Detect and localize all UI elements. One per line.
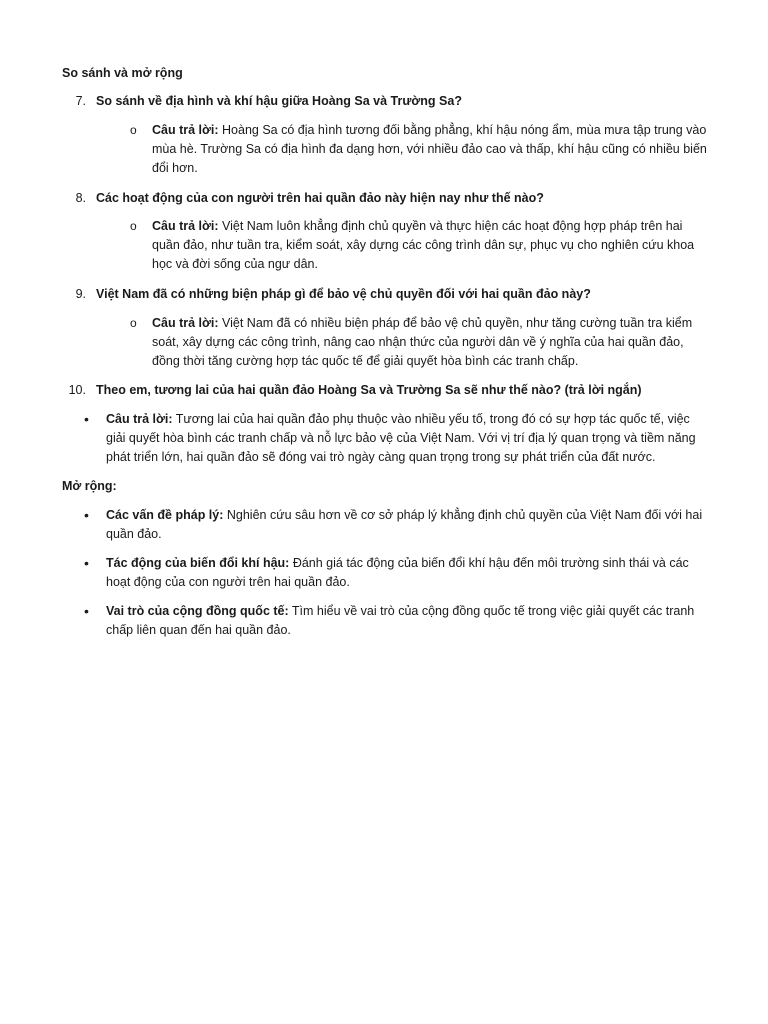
question-text: Việt Nam đã có những biện pháp gì để bảo vệ chủ quyền đối với hai quần đảo này? xyxy=(96,287,591,301)
question-item-8 xyxy=(60,189,544,208)
answer-body: Tương lai của hai quần đảo phụ thuộc vào nhiều yếu tố, trong đó có sự hợp tác quốc tế, việc giải quyết hòa bình các tranh chấp và nỗ lực bảo vệ của Việt Nam. Với vị trí địa lý quan trọng và tiềm năng phát triển lớn, hai quần đảo sẽ đóng vai trò ngày càng quan trọng trong sự phát triển của đất nước. xyxy=(106,412,696,464)
extension-label: Vai trò của cộng đồng quốc tế: xyxy=(106,604,289,618)
bullet-marker: • xyxy=(84,507,89,523)
answer-item-7 xyxy=(130,121,707,178)
extension-title: Mở rộng: xyxy=(62,479,117,493)
extension-body: Đánh giá tác động của biến đổi khí hậu đến môi trường sinh thái và các hoạt động của con người trên hai quần đảo. xyxy=(106,556,689,589)
answer-item-8 xyxy=(130,217,707,274)
extension-text xyxy=(106,554,706,592)
question-text: Theo em, tương lai của hai quần đảo Hoàng Sa và Trường Sa sẽ như thế nào? (trả lời ngắn) xyxy=(96,383,642,397)
question-item-7 xyxy=(60,92,462,111)
extension-item-legal xyxy=(84,506,706,544)
question-number: 9. xyxy=(75,287,86,301)
section-title: So sánh và mở rộng xyxy=(62,66,183,80)
answer-label: Câu trả lời: xyxy=(152,316,219,330)
extension-text xyxy=(106,602,706,640)
sub-bullet-marker: o xyxy=(130,316,137,330)
extension-label: Tác động của biến đổi khí hậu: xyxy=(106,556,290,570)
question-number: 8. xyxy=(75,191,86,205)
sub-bullet-marker: o xyxy=(130,219,137,233)
bullet-marker: • xyxy=(84,555,89,571)
question-number: 10. xyxy=(68,383,86,397)
answer-item-9 xyxy=(130,314,707,371)
extension-item-international xyxy=(84,602,706,640)
question-item-10 xyxy=(60,381,642,400)
extension-label: Các vấn đề pháp lý: xyxy=(106,508,224,522)
sub-bullet-marker: o xyxy=(130,123,137,137)
extension-item-climate xyxy=(84,554,706,592)
extension-body: Nghiên cứu sâu hơn về cơ sở pháp lý khẳng định chủ quyền của Việt Nam đối với hai quần đảo. xyxy=(106,508,703,541)
extension-body: Tìm hiểu về vai trò của cộng đồng quốc tế trong việc giải quyết các tranh chấp liên quan đến hai quần đảo. xyxy=(106,604,695,637)
question-text: Các hoạt động của con người trên hai quần đảo này hiện nay như thế nào? xyxy=(96,191,544,205)
answer-body: Việt Nam đã có nhiều biện pháp để bảo vệ chủ quyền, như tăng cường tuần tra kiểm soát, xây dựng các công trình, nâng cao nhận thức của người dân về ý nghĩa của hai quần đảo, đồng thời tăng cường hợp tác quốc tế để giải quyết hòa bình các tranh chấp. xyxy=(152,316,693,368)
bullet-marker: • xyxy=(84,603,89,619)
answer-body: Hoàng Sa có địa hình tương đối bằng phẳng, khí hậu nóng ẩm, mùa mưa tập trung vào mùa hè. Trường Sa có địa hình đa dạng hơn, với nhiều đảo cao và thấp, khí hậu cũng có nhiều biến đổi hơn. xyxy=(152,123,707,175)
question-item-9 xyxy=(60,285,591,304)
answer-label: Câu trả lời: xyxy=(106,412,173,426)
answer-text xyxy=(152,314,707,371)
question-number: 7. xyxy=(75,94,86,108)
answer-body: Việt Nam luôn khẳng định chủ quyền và thực hiện các hoạt động hợp pháp trên hai quần đảo, như tuần tra, kiểm soát, xây dựng các công trình dân sự, phục vụ cho nghiên cứu khoa học và đời sống của ngư dân. xyxy=(152,219,695,271)
question-text: So sánh về địa hình và khí hậu giữa Hoàng Sa và Trường Sa? xyxy=(96,94,462,108)
answer-text xyxy=(152,121,707,178)
answer-label: Câu trả lời: xyxy=(152,219,219,233)
answer-text xyxy=(106,410,706,467)
bullet-marker: • xyxy=(84,411,89,427)
answer-text xyxy=(152,217,707,274)
answer-item-10 xyxy=(84,410,706,467)
extension-text xyxy=(106,506,706,544)
answer-label: Câu trả lời: xyxy=(152,123,219,137)
